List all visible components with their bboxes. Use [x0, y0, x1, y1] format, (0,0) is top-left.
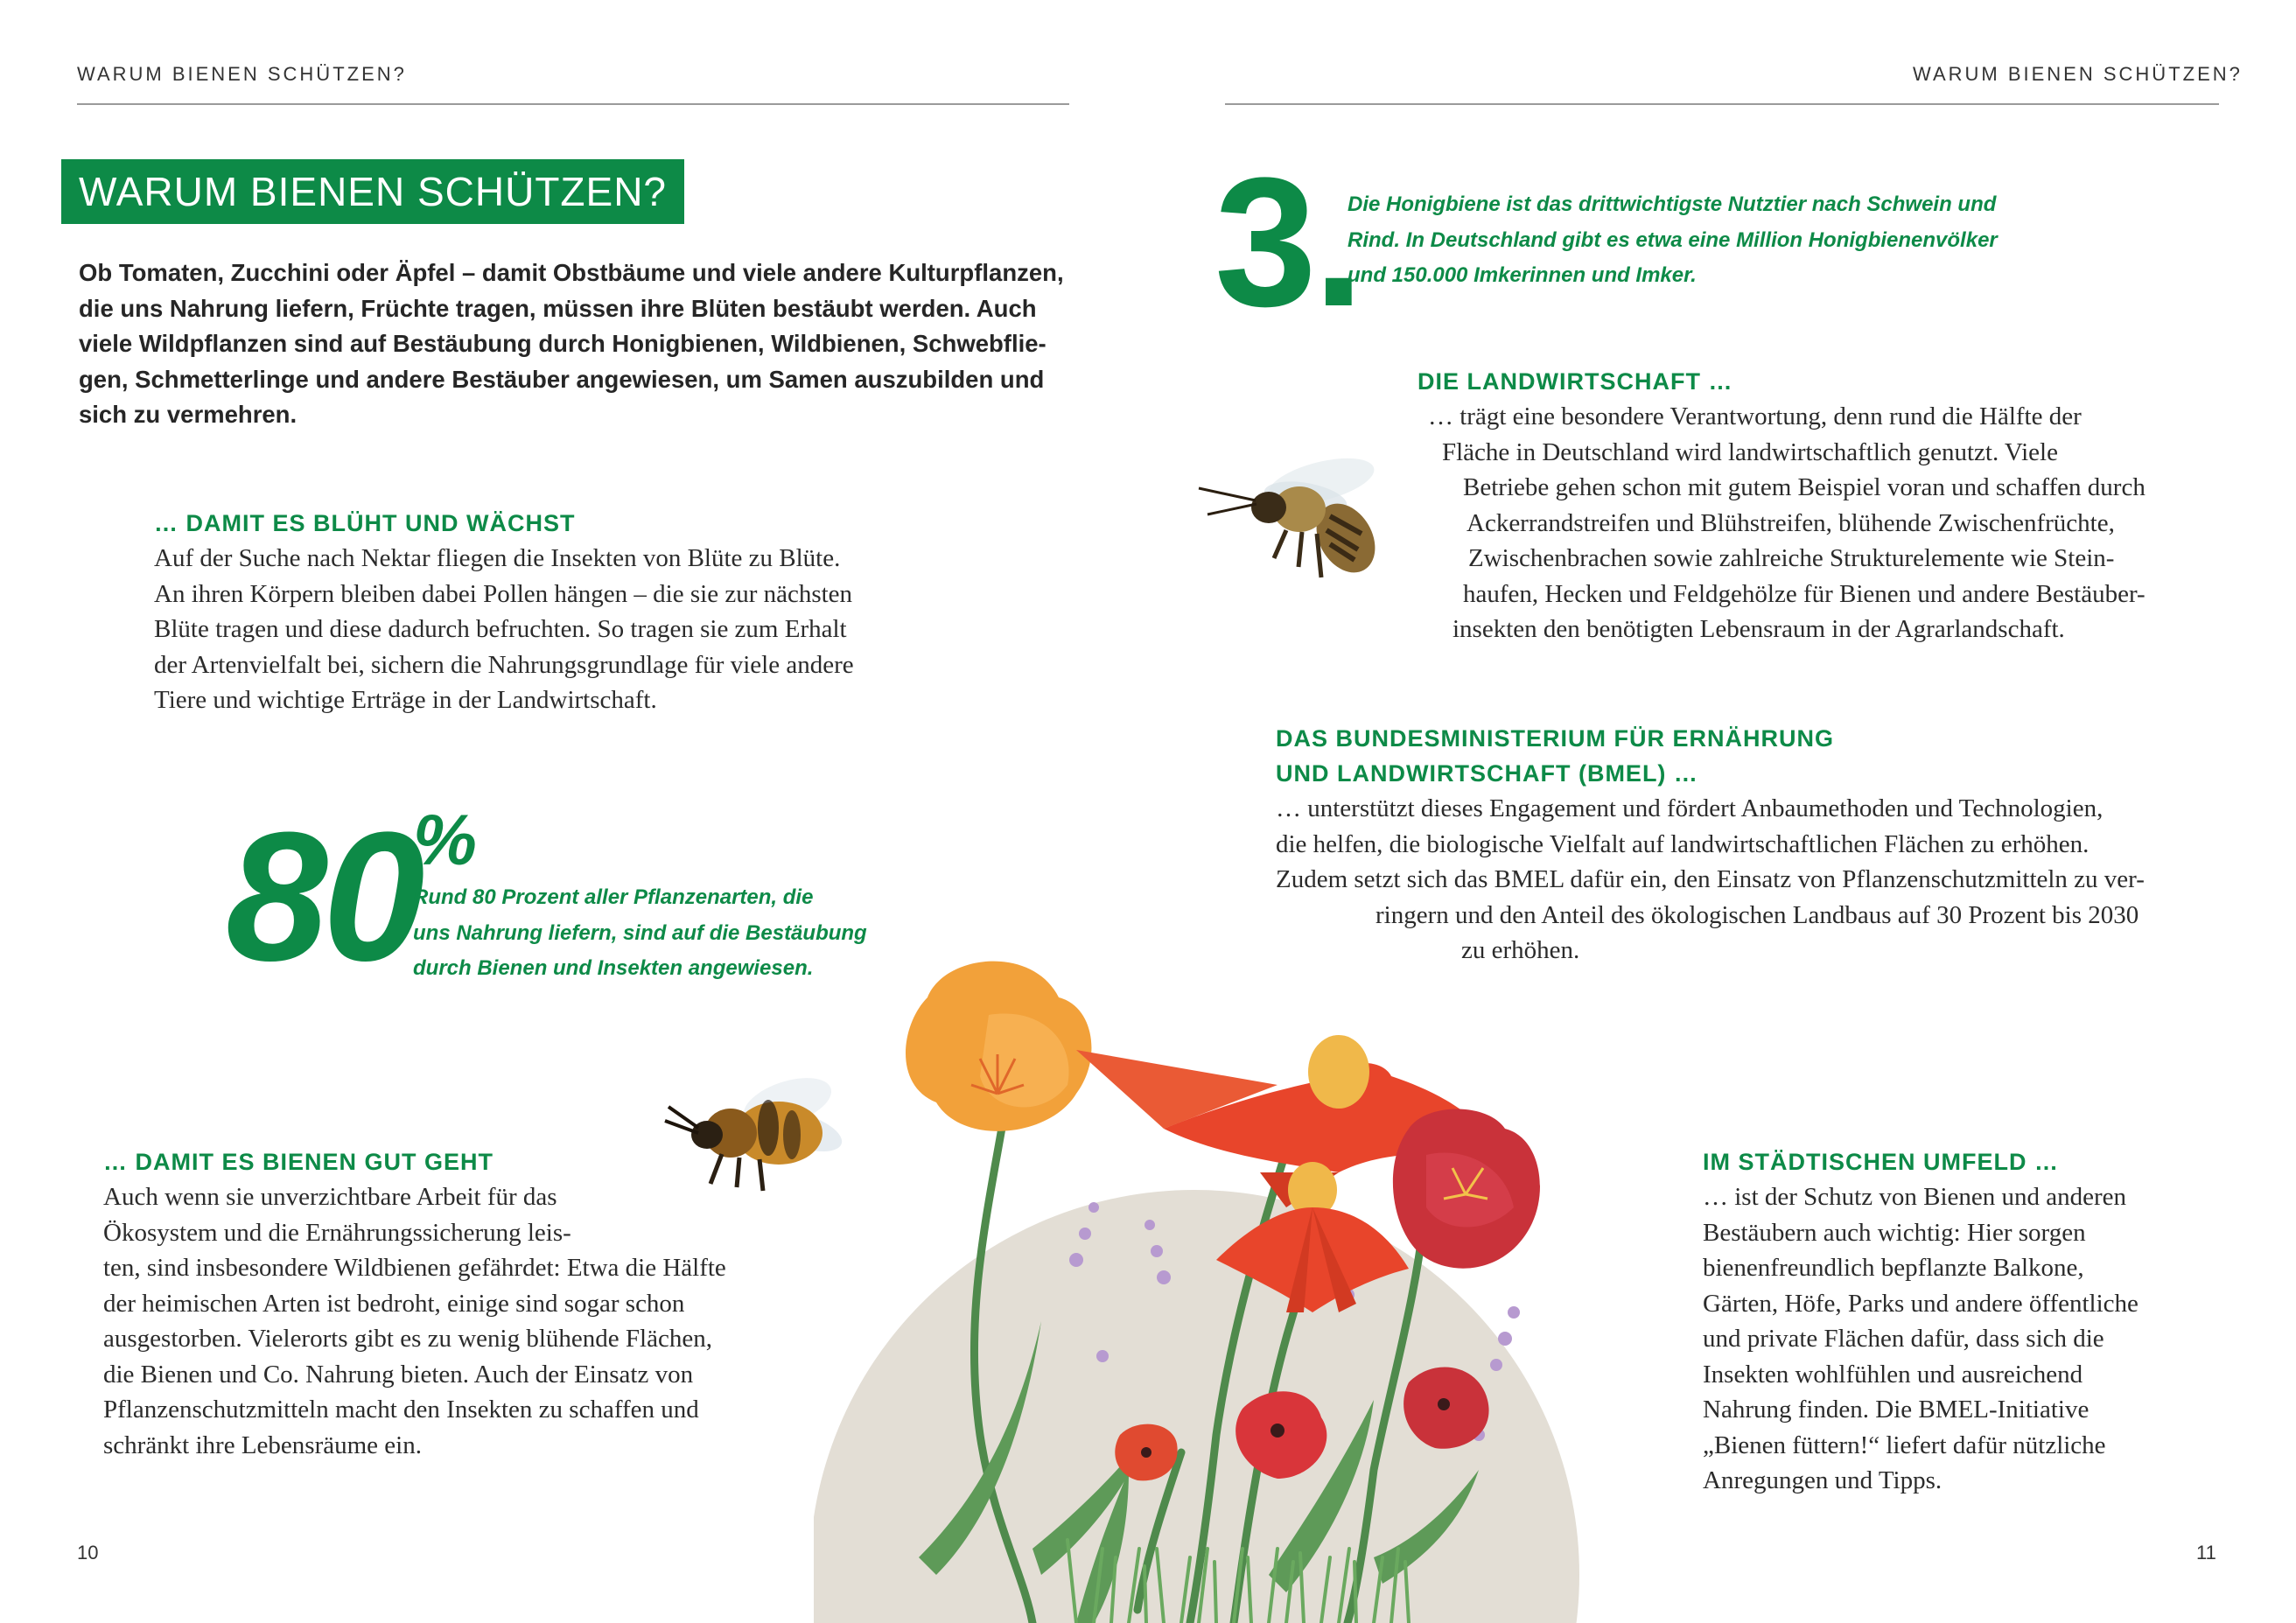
section-body-bluht — [154, 541, 959, 718]
stat-line: Rund 80 Prozent aller Pflanzenarten, die — [413, 885, 814, 909]
body-line: Zwischenbrachen sowie zahlreiche Strukturelemente wie Stein- — [1468, 544, 2115, 572]
intro-line: sich zu vermehren. — [79, 401, 298, 428]
body-line: haufen, Hecken und Feldgehölze für Bienen und andere Bestäuber- — [1463, 579, 2146, 608]
body-line: insekten den benötigten Lebensraum in der Agrarlandschaft. — [1452, 615, 2065, 643]
body-line: Tiere und wichtige Erträge in der Landwirtschaft. — [154, 686, 657, 714]
body-line: Auf der Suche nach Nektar fliegen die Insekten von Blüte zu Blüte. — [154, 544, 841, 572]
body-line: schränkt ihre Lebensräume ein. — [103, 1431, 422, 1459]
body-line: Auch wenn sie unverzichtbare Arbeit für das — [103, 1183, 557, 1211]
body-line: ringern und den Anteil des ökologischen Landbaus auf 30 Prozent bis 2030 — [1376, 900, 2139, 929]
body-line: … unterstützt dieses Engagement und fördert Anbaumethoden und Technologien, — [1276, 794, 2104, 822]
section-heading-bienen: … DAMIT ES BIENEN GUT GEHT — [103, 1149, 494, 1175]
body-line: die helfen, die biologische Vielfalt auf landwirtschaftlichen Flächen zu erhöhen. — [1276, 829, 2090, 858]
header-rule-left — [77, 103, 1069, 105]
body-line: Gärten, Höfe, Parks und andere öffentliche — [1703, 1289, 2138, 1318]
page-title: WARUM BIENEN SCHÜTZEN? — [61, 159, 684, 224]
body-line: Ackerrandstreifen und Blühstreifen, blühende Zwischenfrüchte, — [1466, 508, 2115, 537]
body-line: die Bienen und Co. Nahrung bieten. Auch der Einsatz von — [103, 1360, 694, 1389]
section-heading-bmel-1: DAS BUNDESMINISTERIUM FÜR ERNÄHRUNG — [1276, 725, 1835, 752]
section-heading-stadt: IM STÄDTISCHEN UMFELD … — [1703, 1149, 2059, 1175]
stat-line: uns Nahrung liefern, sind auf die Bestäubung — [413, 920, 867, 945]
body-line: der Artenvielfalt bei, sichern die Nahrungsgrundlage für viele andere — [154, 650, 854, 679]
body-line: Betriebe gehen schon mit gutem Beispiel voran und schaffen durch — [1463, 473, 2146, 501]
body-line: Pflanzenschutzmitteln macht den Insekten zu schaffen und — [103, 1396, 699, 1424]
stat-80-percent: % — [413, 801, 477, 880]
flower-meadow-illustration — [814, 945, 1628, 1623]
page-number-left: 10 — [77, 1542, 99, 1564]
intro-paragraph — [79, 255, 1068, 433]
intro-line: gen, Schmetterlinge und andere Bestäuber angewiesen, um Samen auszubilden und — [79, 365, 1045, 393]
stat-3-number: 3. — [1214, 139, 1362, 345]
stat-line: Die Honigbiene ist das drittwichtigste Nutztier nach Schwein und — [1348, 192, 1997, 216]
running-head-right: WARUM BIENEN SCHÜTZEN? — [1913, 63, 2243, 85]
stat-80-number: 80 — [226, 794, 420, 999]
stat-line: Rind. In Deutschland gibt es etwa eine Million Honigbienenvölker — [1348, 227, 1998, 252]
section-body-landwirtschaft — [1428, 399, 2250, 647]
body-line: Fläche in Deutschland wird landwirtschaftlich genutzt. Viele — [1442, 437, 2058, 466]
intro-line: viele Wildpflanzen sind auf Bestäubung durch Honigbienen, Wildbienen, Schwebflie- — [79, 330, 1046, 357]
section-heading-bluht: … DAMIT ES BLÜHT UND WÄCHST — [154, 510, 576, 536]
body-line: bienenfreundlich bepflanzte Balkone, — [1703, 1254, 2084, 1282]
body-line: „Bienen füttern!“ liefert dafür nützliche — [1703, 1431, 2106, 1459]
body-line: und private Flächen dafür, dass sich die — [1703, 1325, 2104, 1353]
body-line: Anregungen und Tipps. — [1703, 1466, 1942, 1494]
body-line: ausgestorben. Vielerorts gibt es zu wenig blühende Flächen, — [103, 1325, 712, 1353]
stat-line: durch Bienen und Insekten angewiesen. — [413, 956, 814, 980]
section-body-stadt — [1703, 1179, 2245, 1499]
body-line: Insekten wohlfühlen und ausreichend — [1703, 1360, 2083, 1389]
body-line: Nahrung finden. Die BMEL-Initiative — [1703, 1396, 2090, 1424]
body-line: zu erhöhen. — [1461, 936, 1580, 964]
body-line: ten, sind insbesondere Wildbienen gefährdet: Etwa die Hälfte — [103, 1254, 726, 1282]
stat-line: und 150.000 Imkerinnen und Imker. — [1348, 263, 1697, 287]
body-line: der heimischen Arten ist bedroht, einige sind sogar schon — [103, 1289, 685, 1318]
section-heading-bmel-2: UND LANDWIRTSCHAFT (BMEL) … — [1276, 760, 1698, 787]
body-line: Ökosystem und die Ernährungssicherung leis- — [103, 1218, 571, 1247]
body-line: An ihren Körpern bleiben dabei Pollen hängen – die sie zur nächsten — [154, 579, 853, 608]
section-heading-landwirtschaft: DIE LANDWIRTSCHAFT … — [1418, 368, 1733, 395]
page-number-right: 11 — [2196, 1542, 2216, 1564]
section-body-bmel — [1276, 791, 2247, 969]
body-line: Bestäubern auch wichtig: Hier sorgen — [1703, 1218, 2086, 1247]
intro-line: Ob Tomaten, Zucchini oder Äpfel – damit Obstbäume und viele andere Kulturpflanzen, — [79, 259, 1064, 286]
honey-bee-illustration — [1190, 446, 1400, 595]
stat-3-text — [1348, 187, 2065, 294]
body-line: … ist der Schutz von Bienen und anderen — [1703, 1183, 2127, 1211]
body-line: Zudem setzt sich das BMEL dafür ein, den Einsatz von Pflanzenschutzmitteln zu ver- — [1276, 865, 2145, 893]
intro-line: die uns Nahrung liefern, Früchte tragen, müssen ihre Blüten bestäubt werden. Auch — [79, 294, 1037, 322]
header-rule-right — [1225, 103, 2219, 105]
body-line: Blüte tragen und diese dadurch befruchten. So tragen sie zum Erhalt — [154, 615, 847, 643]
body-line: … trägt eine besondere Verantwortung, denn rund die Hälfte der — [1428, 402, 2082, 430]
running-head-left: WARUM BIENEN SCHÜTZEN? — [77, 63, 407, 85]
